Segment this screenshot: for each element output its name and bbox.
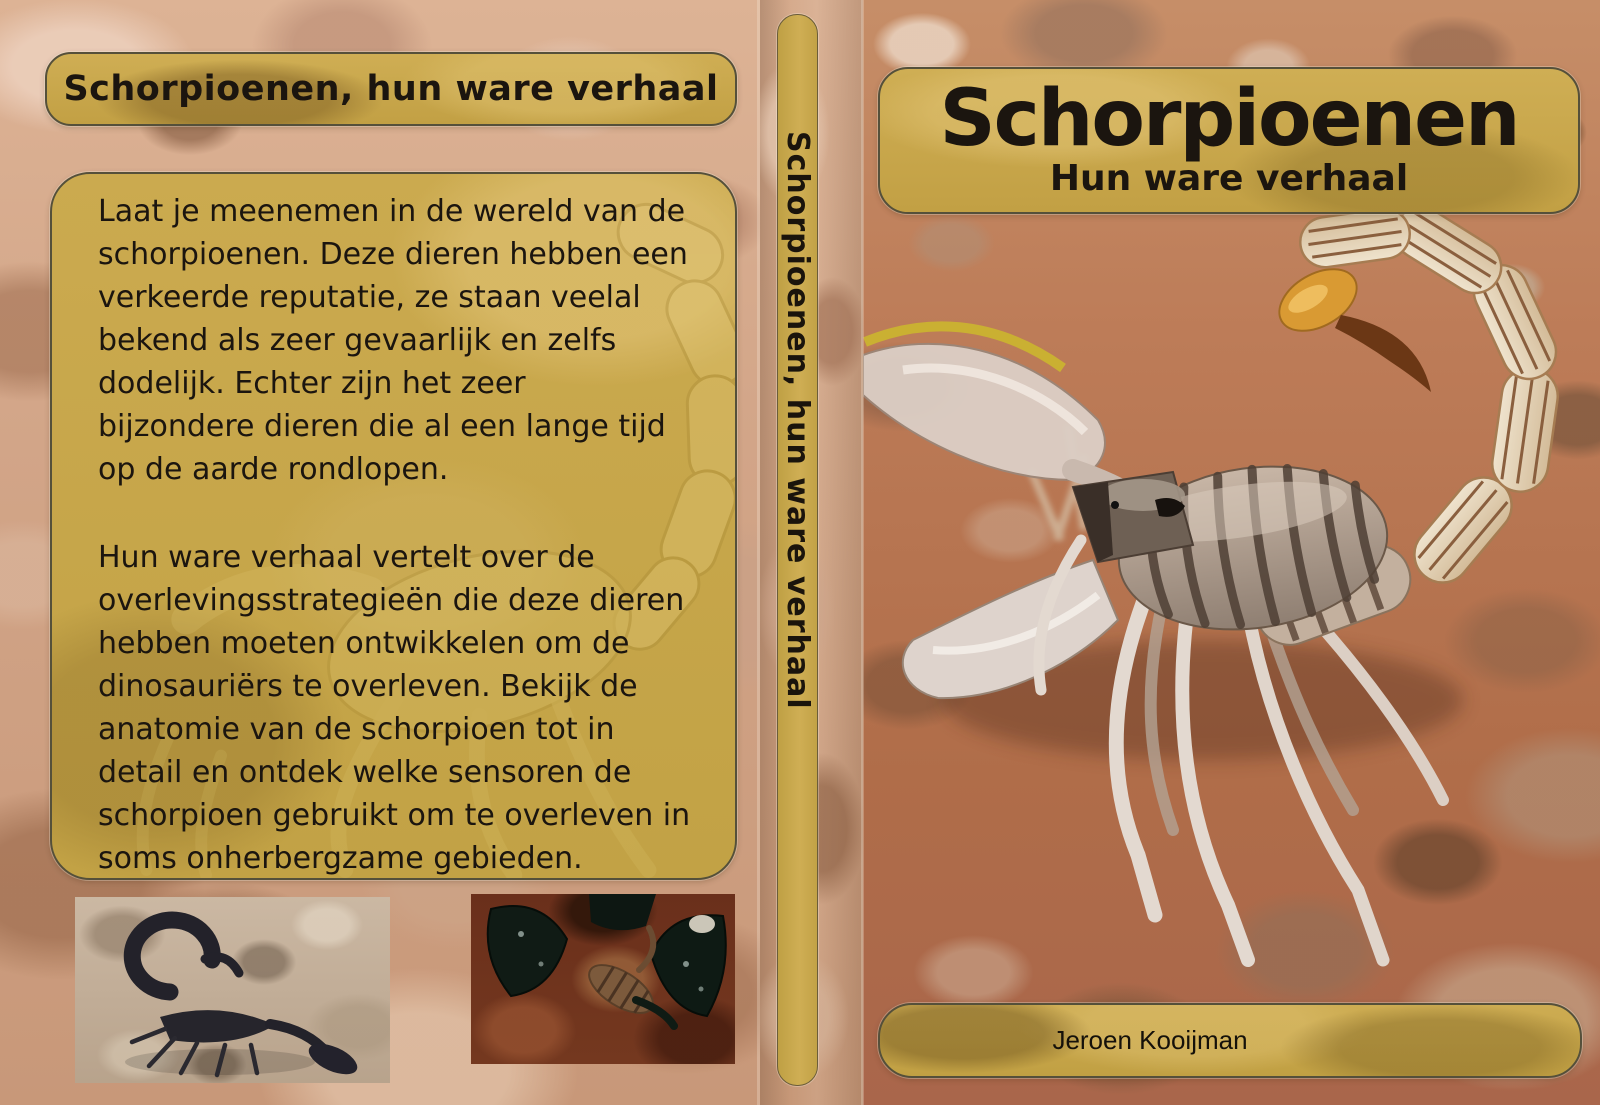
photo-black-scorpions-on-bark <box>471 894 735 1064</box>
author-name: Jeroen Kooijman <box>1052 1025 1248 1055</box>
blurb-paragraph-1: Laat je meenemen in de wereld van de schorpioenen. Deze dieren hebben een verkeerde reputatie, ze staan veelal bekend als zeer gevaarlijk en zelfs dodelijk. Echter zijn het zeer bijzondere dieren die al een lange tijd op de aarde rondlopen. <box>98 194 688 487</box>
back-blurb <box>52 174 735 880</box>
back-fold-line <box>757 0 760 1105</box>
back-title: Schorpioenen, hun ware verhaal <box>63 69 719 109</box>
author-panel <box>878 1003 1582 1078</box>
spine-bar <box>777 14 818 1086</box>
back-blurb-panel <box>50 172 737 880</box>
back-title-panel <box>45 52 737 126</box>
spine-title: Schorpioenen, hun ware verhaal <box>780 131 815 710</box>
front-title-panel <box>878 67 1580 214</box>
blurb-paragraph-2: Hun ware verhaal vertelt over de overlevingsstrategieën die deze dieren hebben moeten ontwikkelen om de dinosauriërs te overleven. Bekijk de anatomie van de schorpioen tot in detail en ontdek welke sensoren de schorpioen gebruikt om te overleven in soms onherbergzame gebieden. <box>98 540 691 876</box>
front-title: Schorpioenen <box>939 73 1519 164</box>
front-fold-line <box>861 0 864 1105</box>
photo-black-scorpion-on-gravel <box>75 897 390 1083</box>
front-subtitle: Hun ware verhaal <box>1049 158 1409 200</box>
